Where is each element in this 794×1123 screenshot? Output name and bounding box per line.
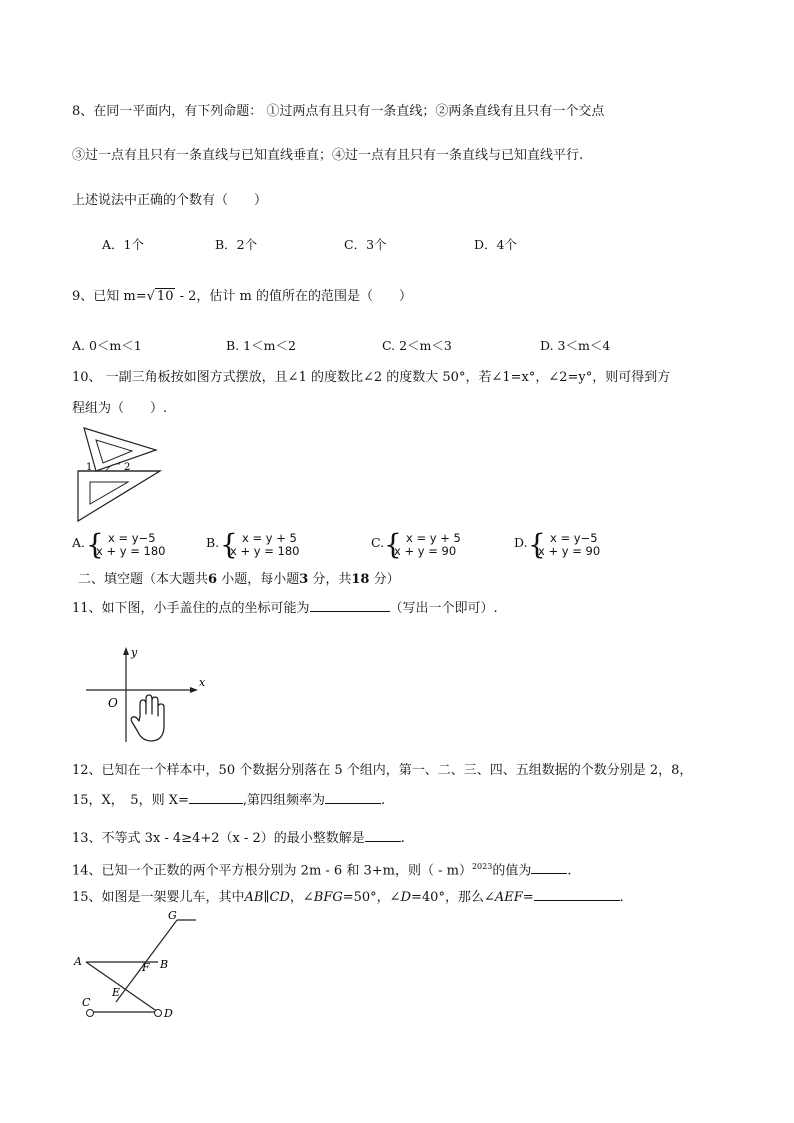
q14-text: . — [567, 863, 572, 879]
equation-2: x + y = 180 — [96, 544, 166, 558]
q13-line — [72, 829, 405, 847]
angle-d: D — [400, 890, 412, 905]
q8-line2: ③过一点有且只有一条直线与已知直线垂直；④过一点有且只有一条直线与已知直线平行. — [72, 148, 584, 163]
section-heading-text: 分，共 — [308, 572, 352, 587]
section-count: 6 — [208, 572, 218, 587]
q11-text: （写出一个即可）. — [389, 601, 498, 616]
y-axis-label: y — [131, 646, 138, 659]
q15-line — [72, 888, 633, 906]
q10-line2: 程组为（ ）. — [72, 401, 168, 416]
angle-1-label: 1 — [86, 462, 93, 473]
parallel-lines: AB∥CD — [244, 890, 290, 905]
q10-option-a-system — [86, 528, 166, 561]
q9-option-b: B. 1＜m＜2 — [226, 338, 296, 353]
q10-option-c-letter: C. — [371, 535, 385, 550]
answer-blank[interactable] — [365, 829, 401, 842]
q12-text: 15，X， 5，则 X= — [72, 793, 189, 808]
section-points-each: 3 — [299, 572, 309, 587]
q10-option-d-letter: D. — [514, 535, 528, 550]
angle-bfg: BFG — [313, 890, 343, 905]
baby-carriage-figure — [72, 906, 202, 1022]
angle-aef: AEF — [494, 890, 523, 905]
section-heading-text: 二、填空题（本大题共 — [78, 572, 209, 587]
point-d-label: D — [164, 1007, 173, 1020]
sqrt-expression: √ 10 — [146, 289, 174, 304]
q9-option-d: D. 3＜m＜4 — [540, 338, 611, 353]
q10-option-c-system — [384, 528, 461, 561]
q8-line1: 8、在同一平面内，有下列命题： ①过两点有且只有一条直线；②两条直线有且只有一个交点 — [72, 104, 605, 119]
q12-text: ,第四组频率为 — [242, 793, 325, 808]
section-points-total: 18 — [351, 572, 370, 587]
point-a-label: A — [74, 955, 82, 968]
point-g-label: G — [168, 909, 177, 922]
point-c-label: C — [82, 996, 91, 1009]
section-2-heading — [78, 572, 400, 588]
q8-option-c: C．3个 — [344, 237, 387, 252]
coordinate-hand-figure — [84, 644, 214, 746]
q15-text: ，∠ — [289, 890, 314, 905]
answer-blank[interactable] — [534, 888, 620, 901]
equation-2: x + y = 90 — [538, 544, 601, 558]
answer-blank-x[interactable] — [189, 791, 243, 804]
q15-text: 15、如图是一架婴儿车，其中 — [72, 890, 245, 905]
angle-2-label: 2 — [124, 462, 131, 473]
q8-option-b: B．2个 — [215, 237, 258, 252]
answer-blank[interactable] — [531, 861, 567, 874]
answer-blank[interactable] — [310, 599, 390, 612]
point-f-label: F — [142, 961, 150, 974]
brace-icon: { — [86, 528, 104, 561]
q10-option-b-letter: B. — [206, 535, 220, 550]
section-heading-text: 小题，每小题 — [217, 572, 300, 587]
brace-icon: { — [384, 528, 402, 561]
equation-1: x = y−5 — [108, 531, 156, 545]
q12-text: . — [381, 793, 386, 808]
q10-option-a-letter: A. — [72, 535, 86, 550]
q15-text: ． — [619, 890, 633, 905]
q10-line1: 10、 一副三角板按如图方式摆放，且∠1 的度数比∠2 的度数大 50°，若∠1=x°，∠2=y°，则可得到方 — [72, 370, 671, 385]
q13-text: . — [400, 831, 405, 846]
q9-option-c: C. 2＜m＜3 — [382, 338, 452, 353]
equation-1: x = y−5 — [550, 531, 598, 545]
q10-option-b-system — [220, 528, 300, 561]
origin-label: O — [108, 696, 118, 710]
exponent: 2023 — [471, 862, 493, 871]
q8-option-a: A．1个 — [102, 237, 144, 252]
section-heading-text: 分） — [369, 572, 400, 587]
hand-icon — [131, 695, 164, 741]
q9-option-a: A. 0＜m＜1 — [72, 338, 142, 353]
q14-text: 的值为 — [492, 863, 532, 879]
q10-option-d-system — [528, 528, 601, 561]
equation-1: x = y + 5 — [406, 531, 461, 545]
triangle-rulers-figure — [76, 424, 162, 524]
answer-blank-frequency[interactable] — [325, 791, 381, 804]
q14-line — [72, 859, 571, 879]
q12-line2 — [72, 791, 385, 809]
brace-icon: { — [528, 528, 546, 561]
sqrt-radicand: 10 — [156, 289, 174, 304]
q15-text: =50°，∠ — [342, 890, 401, 905]
equation-2: x + y = 180 — [230, 544, 300, 558]
q15-text: =40°，那么∠ — [411, 890, 495, 905]
q11-text: 11、如下图，小手盖住的点的坐标可能为 — [72, 601, 310, 616]
q9-line — [72, 289, 412, 305]
q14-text: 14、已知一个正数的两个平方根分别为 2m - 6 和 3+m，则（ - m） — [72, 863, 472, 879]
q8-option-d: D．4个 — [474, 237, 517, 252]
point-b-label: B — [160, 958, 169, 971]
q9-suffix: - 2，估计 m 的值所在的范围是（ ） — [175, 289, 412, 304]
q8-line3: 上述说法中正确的个数有（ ） — [72, 193, 268, 208]
equation-1: x = y + 5 — [242, 531, 297, 545]
q12-line1: 12、已知在一个样本中，50 个数据分别落在 5 个组内，第一、二、三、四、五组数据的个数分别是 2，8， — [72, 763, 693, 778]
x-axis-label: x — [199, 676, 206, 689]
q9-prefix: 9、已知 m= — [72, 289, 147, 304]
equation-2: x + y = 90 — [394, 544, 457, 558]
q11-line — [72, 599, 498, 617]
brace-icon: { — [220, 528, 238, 561]
point-e-label: E — [112, 986, 121, 999]
q13-text: 13、不等式 3x - 4≥4+2（x - 2）的最小整数解是 — [72, 831, 365, 846]
q15-text: = — [522, 890, 534, 905]
